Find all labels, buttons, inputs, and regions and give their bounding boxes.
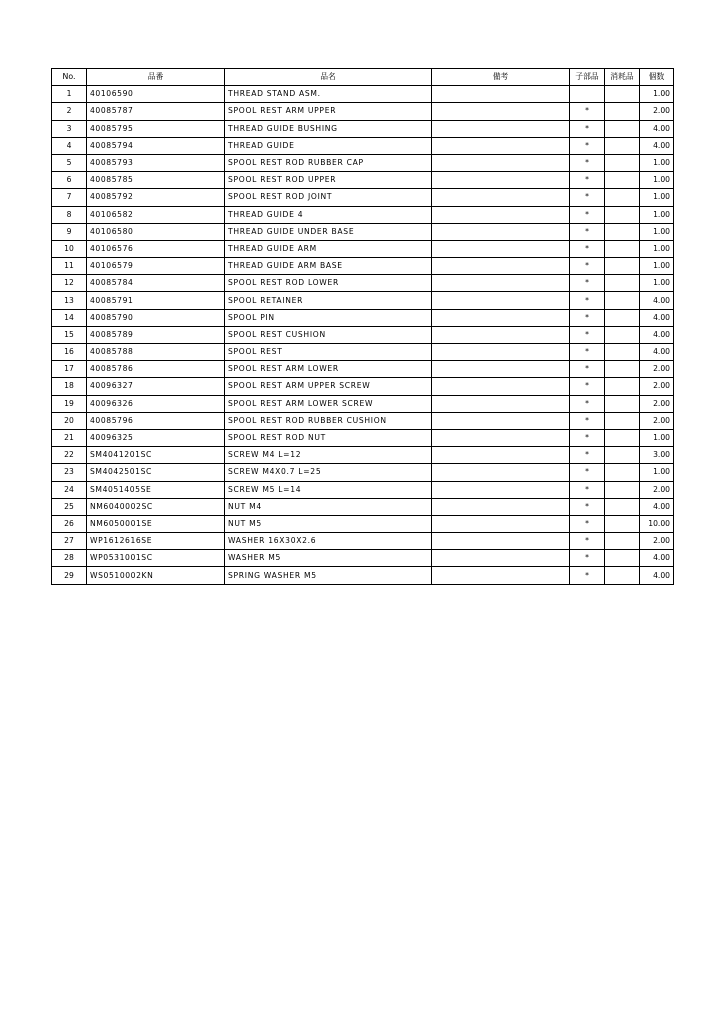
- sub-part-mark: *: [570, 498, 605, 515]
- table-row: [52, 103, 674, 120]
- remarks-cell: [432, 103, 570, 120]
- part-name: SPOOL REST ROD UPPER: [225, 172, 432, 189]
- table-row: [52, 292, 674, 309]
- part-code: 40096325: [87, 429, 225, 446]
- part-code: 40106576: [87, 240, 225, 257]
- consumable-mark: [605, 86, 640, 103]
- consumable-mark: [605, 412, 640, 429]
- remarks-cell: [432, 344, 570, 361]
- sub-part-mark: *: [570, 223, 605, 240]
- table-row: [52, 395, 674, 412]
- quantity: 1.00: [640, 223, 674, 240]
- row-number: 12: [52, 275, 87, 292]
- remarks-cell: [432, 464, 570, 481]
- remarks-cell: [432, 172, 570, 189]
- quantity: 1.00: [640, 240, 674, 257]
- row-number: 2: [52, 103, 87, 120]
- row-number: 13: [52, 292, 87, 309]
- header-part-code: 品番: [87, 69, 225, 86]
- remarks-cell: [432, 258, 570, 275]
- quantity: 4.00: [640, 137, 674, 154]
- sub-part-mark: *: [570, 275, 605, 292]
- quantity: 1.00: [640, 86, 674, 103]
- part-name: SPOOL REST ARM LOWER SCREW: [225, 395, 432, 412]
- consumable-mark: [605, 481, 640, 498]
- consumable-mark: [605, 206, 640, 223]
- consumable-mark: [605, 292, 640, 309]
- table-row: [52, 86, 674, 103]
- part-code: 40085786: [87, 361, 225, 378]
- row-number: 23: [52, 464, 87, 481]
- part-code: 40106580: [87, 223, 225, 240]
- part-code: NM6050001SE: [87, 515, 225, 532]
- part-code: WP1612616SE: [87, 533, 225, 550]
- row-number: 5: [52, 154, 87, 171]
- row-number: 11: [52, 258, 87, 275]
- table-row: [52, 498, 674, 515]
- part-name: SPOOL REST ROD JOINT: [225, 189, 432, 206]
- row-number: 24: [52, 481, 87, 498]
- sub-part-mark: *: [570, 326, 605, 343]
- part-name: SPOOL REST ROD RUBBER CAP: [225, 154, 432, 171]
- part-name: SCREW M4X0.7 L=25: [225, 464, 432, 481]
- part-name: SPOOL REST CUSHION: [225, 326, 432, 343]
- quantity: 4.00: [640, 498, 674, 515]
- remarks-cell: [432, 378, 570, 395]
- sub-part-mark: [570, 86, 605, 103]
- part-name: SPOOL REST ROD NUT: [225, 429, 432, 446]
- part-code: SM4042501SC: [87, 464, 225, 481]
- row-number: 3: [52, 120, 87, 137]
- quantity: 2.00: [640, 361, 674, 378]
- table-row: [52, 326, 674, 343]
- row-number: 8: [52, 206, 87, 223]
- table-row: [52, 464, 674, 481]
- consumable-mark: [605, 550, 640, 567]
- consumable-mark: [605, 309, 640, 326]
- table-row: [52, 378, 674, 395]
- consumable-mark: [605, 103, 640, 120]
- consumable-mark: [605, 344, 640, 361]
- quantity: 4.00: [640, 120, 674, 137]
- part-code: 40096327: [87, 378, 225, 395]
- sub-part-mark: *: [570, 395, 605, 412]
- quantity: 1.00: [640, 429, 674, 446]
- consumable-mark: [605, 567, 640, 584]
- sub-part-mark: *: [570, 515, 605, 532]
- table-row: [52, 172, 674, 189]
- quantity: 1.00: [640, 464, 674, 481]
- table-row: [52, 344, 674, 361]
- table-row: [52, 223, 674, 240]
- table-row: [52, 275, 674, 292]
- remarks-cell: [432, 567, 570, 584]
- table-row: [52, 309, 674, 326]
- sub-part-mark: *: [570, 189, 605, 206]
- part-code: 40085787: [87, 103, 225, 120]
- remarks-cell: [432, 447, 570, 464]
- header-sub-part: 子部品: [570, 69, 605, 86]
- part-name: THREAD GUIDE 4: [225, 206, 432, 223]
- remarks-cell: [432, 550, 570, 567]
- sub-part-mark: *: [570, 361, 605, 378]
- part-name: THREAD GUIDE BUSHING: [225, 120, 432, 137]
- quantity: 2.00: [640, 103, 674, 120]
- part-name: SPOOL REST: [225, 344, 432, 361]
- sub-part-mark: *: [570, 309, 605, 326]
- part-code: 40085788: [87, 344, 225, 361]
- part-name: WASHER 16X30X2.6: [225, 533, 432, 550]
- row-number: 16: [52, 344, 87, 361]
- sub-part-mark: *: [570, 378, 605, 395]
- part-name: SCREW M4 L=12: [225, 447, 432, 464]
- table-row: [52, 189, 674, 206]
- row-number: 21: [52, 429, 87, 446]
- remarks-cell: [432, 309, 570, 326]
- part-name: THREAD STAND ASM.: [225, 86, 432, 103]
- sub-part-mark: *: [570, 550, 605, 567]
- consumable-mark: [605, 498, 640, 515]
- consumable-mark: [605, 533, 640, 550]
- consumable-mark: [605, 223, 640, 240]
- row-number: 4: [52, 137, 87, 154]
- part-name: WASHER M5: [225, 550, 432, 567]
- table-row: [52, 447, 674, 464]
- table-row: [52, 137, 674, 154]
- header-consumable: 消耗品: [605, 69, 640, 86]
- remarks-cell: [432, 240, 570, 257]
- part-code: 40096326: [87, 395, 225, 412]
- part-code: 40085784: [87, 275, 225, 292]
- table-row: [52, 154, 674, 171]
- part-code: SM4051405SE: [87, 481, 225, 498]
- row-number: 7: [52, 189, 87, 206]
- sub-part-mark: *: [570, 103, 605, 120]
- quantity: 2.00: [640, 481, 674, 498]
- part-name: NUT M4: [225, 498, 432, 515]
- remarks-cell: [432, 481, 570, 498]
- consumable-mark: [605, 515, 640, 532]
- table-row: [52, 515, 674, 532]
- table-row: [52, 258, 674, 275]
- consumable-mark: [605, 464, 640, 481]
- part-code: 40106579: [87, 258, 225, 275]
- quantity: 2.00: [640, 412, 674, 429]
- remarks-cell: [432, 206, 570, 223]
- part-code: 40085785: [87, 172, 225, 189]
- consumable-mark: [605, 189, 640, 206]
- row-number: 26: [52, 515, 87, 532]
- sub-part-mark: *: [570, 533, 605, 550]
- part-name: SCREW M5 L=14: [225, 481, 432, 498]
- header-quantity: 個数: [640, 69, 674, 86]
- row-number: 6: [52, 172, 87, 189]
- part-name: THREAD GUIDE UNDER BASE: [225, 223, 432, 240]
- quantity: 10.00: [640, 515, 674, 532]
- consumable-mark: [605, 447, 640, 464]
- part-name: SPOOL REST ARM LOWER: [225, 361, 432, 378]
- sub-part-mark: *: [570, 567, 605, 584]
- remarks-cell: [432, 86, 570, 103]
- table-row: [52, 481, 674, 498]
- consumable-mark: [605, 258, 640, 275]
- row-number: 28: [52, 550, 87, 567]
- row-number: 18: [52, 378, 87, 395]
- sub-part-mark: *: [570, 292, 605, 309]
- row-number: 10: [52, 240, 87, 257]
- consumable-mark: [605, 137, 640, 154]
- part-code: 40085795: [87, 120, 225, 137]
- remarks-cell: [432, 292, 570, 309]
- remarks-cell: [432, 361, 570, 378]
- table-row: [52, 429, 674, 446]
- quantity: 1.00: [640, 275, 674, 292]
- part-name: SPOOL REST ROD LOWER: [225, 275, 432, 292]
- quantity: 4.00: [640, 292, 674, 309]
- row-number: 9: [52, 223, 87, 240]
- part-name: SPOOL REST ROD RUBBER CUSHION: [225, 412, 432, 429]
- quantity: 1.00: [640, 189, 674, 206]
- part-code: 40085789: [87, 326, 225, 343]
- table-row: [52, 240, 674, 257]
- table-header-row: [52, 69, 674, 86]
- part-code: WP0531001SC: [87, 550, 225, 567]
- remarks-cell: [432, 533, 570, 550]
- table-row: [52, 567, 674, 584]
- part-name: NUT M5: [225, 515, 432, 532]
- sub-part-mark: *: [570, 344, 605, 361]
- header-no: No.: [52, 69, 87, 86]
- quantity: 2.00: [640, 378, 674, 395]
- table-row: [52, 550, 674, 567]
- part-code: 40085791: [87, 292, 225, 309]
- part-name: SPOOL REST ARM UPPER SCREW: [225, 378, 432, 395]
- row-number: 22: [52, 447, 87, 464]
- table-row: [52, 206, 674, 223]
- table-row: [52, 120, 674, 137]
- remarks-cell: [432, 326, 570, 343]
- row-number: 19: [52, 395, 87, 412]
- remarks-cell: [432, 223, 570, 240]
- sub-part-mark: *: [570, 447, 605, 464]
- part-name: THREAD GUIDE ARM: [225, 240, 432, 257]
- part-code: 40085790: [87, 309, 225, 326]
- sub-part-mark: *: [570, 206, 605, 223]
- sub-part-mark: *: [570, 481, 605, 498]
- row-number: 29: [52, 567, 87, 584]
- part-code: 40085793: [87, 154, 225, 171]
- row-number: 25: [52, 498, 87, 515]
- consumable-mark: [605, 326, 640, 343]
- table-row: [52, 412, 674, 429]
- consumable-mark: [605, 154, 640, 171]
- consumable-mark: [605, 395, 640, 412]
- row-number: 17: [52, 361, 87, 378]
- sub-part-mark: *: [570, 137, 605, 154]
- part-name: SPRING WASHER M5: [225, 567, 432, 584]
- sub-part-mark: *: [570, 240, 605, 257]
- quantity: 4.00: [640, 309, 674, 326]
- row-number: 14: [52, 309, 87, 326]
- part-name: SPOOL RETAINER: [225, 292, 432, 309]
- consumable-mark: [605, 120, 640, 137]
- quantity: 3.00: [640, 447, 674, 464]
- part-name: SPOOL PIN: [225, 309, 432, 326]
- part-name: THREAD GUIDE: [225, 137, 432, 154]
- header-part-name: 品名: [225, 69, 432, 86]
- parts-table: [51, 68, 674, 585]
- remarks-cell: [432, 137, 570, 154]
- remarks-cell: [432, 395, 570, 412]
- quantity: 1.00: [640, 258, 674, 275]
- part-code: NM6040002SC: [87, 498, 225, 515]
- consumable-mark: [605, 275, 640, 292]
- part-code: WS0510002KN: [87, 567, 225, 584]
- part-code: 40085792: [87, 189, 225, 206]
- remarks-cell: [432, 515, 570, 532]
- table-row: [52, 361, 674, 378]
- part-code: 40106582: [87, 206, 225, 223]
- quantity: 1.00: [640, 172, 674, 189]
- table-row: [52, 533, 674, 550]
- parts-list-sheet: [51, 68, 673, 585]
- remarks-cell: [432, 189, 570, 206]
- remarks-cell: [432, 120, 570, 137]
- consumable-mark: [605, 429, 640, 446]
- part-code: 40106590: [87, 86, 225, 103]
- sub-part-mark: *: [570, 429, 605, 446]
- quantity: 4.00: [640, 326, 674, 343]
- sub-part-mark: *: [570, 258, 605, 275]
- quantity: 4.00: [640, 550, 674, 567]
- sub-part-mark: *: [570, 412, 605, 429]
- quantity: 1.00: [640, 206, 674, 223]
- row-number: 27: [52, 533, 87, 550]
- part-code: 40085794: [87, 137, 225, 154]
- remarks-cell: [432, 275, 570, 292]
- row-number: 15: [52, 326, 87, 343]
- header-remarks: 備考: [432, 69, 570, 86]
- part-name: SPOOL REST ARM UPPER: [225, 103, 432, 120]
- consumable-mark: [605, 378, 640, 395]
- row-number: 20: [52, 412, 87, 429]
- quantity: 1.00: [640, 154, 674, 171]
- consumable-mark: [605, 240, 640, 257]
- part-code: SM4041201SC: [87, 447, 225, 464]
- consumable-mark: [605, 172, 640, 189]
- quantity: 4.00: [640, 567, 674, 584]
- sub-part-mark: *: [570, 154, 605, 171]
- consumable-mark: [605, 361, 640, 378]
- remarks-cell: [432, 412, 570, 429]
- sub-part-mark: *: [570, 120, 605, 137]
- remarks-cell: [432, 154, 570, 171]
- remarks-cell: [432, 498, 570, 515]
- quantity: 2.00: [640, 533, 674, 550]
- quantity: 2.00: [640, 395, 674, 412]
- row-number: 1: [52, 86, 87, 103]
- sub-part-mark: *: [570, 464, 605, 481]
- sub-part-mark: *: [570, 172, 605, 189]
- remarks-cell: [432, 429, 570, 446]
- quantity: 4.00: [640, 344, 674, 361]
- part-code: 40085796: [87, 412, 225, 429]
- part-name: THREAD GUIDE ARM BASE: [225, 258, 432, 275]
